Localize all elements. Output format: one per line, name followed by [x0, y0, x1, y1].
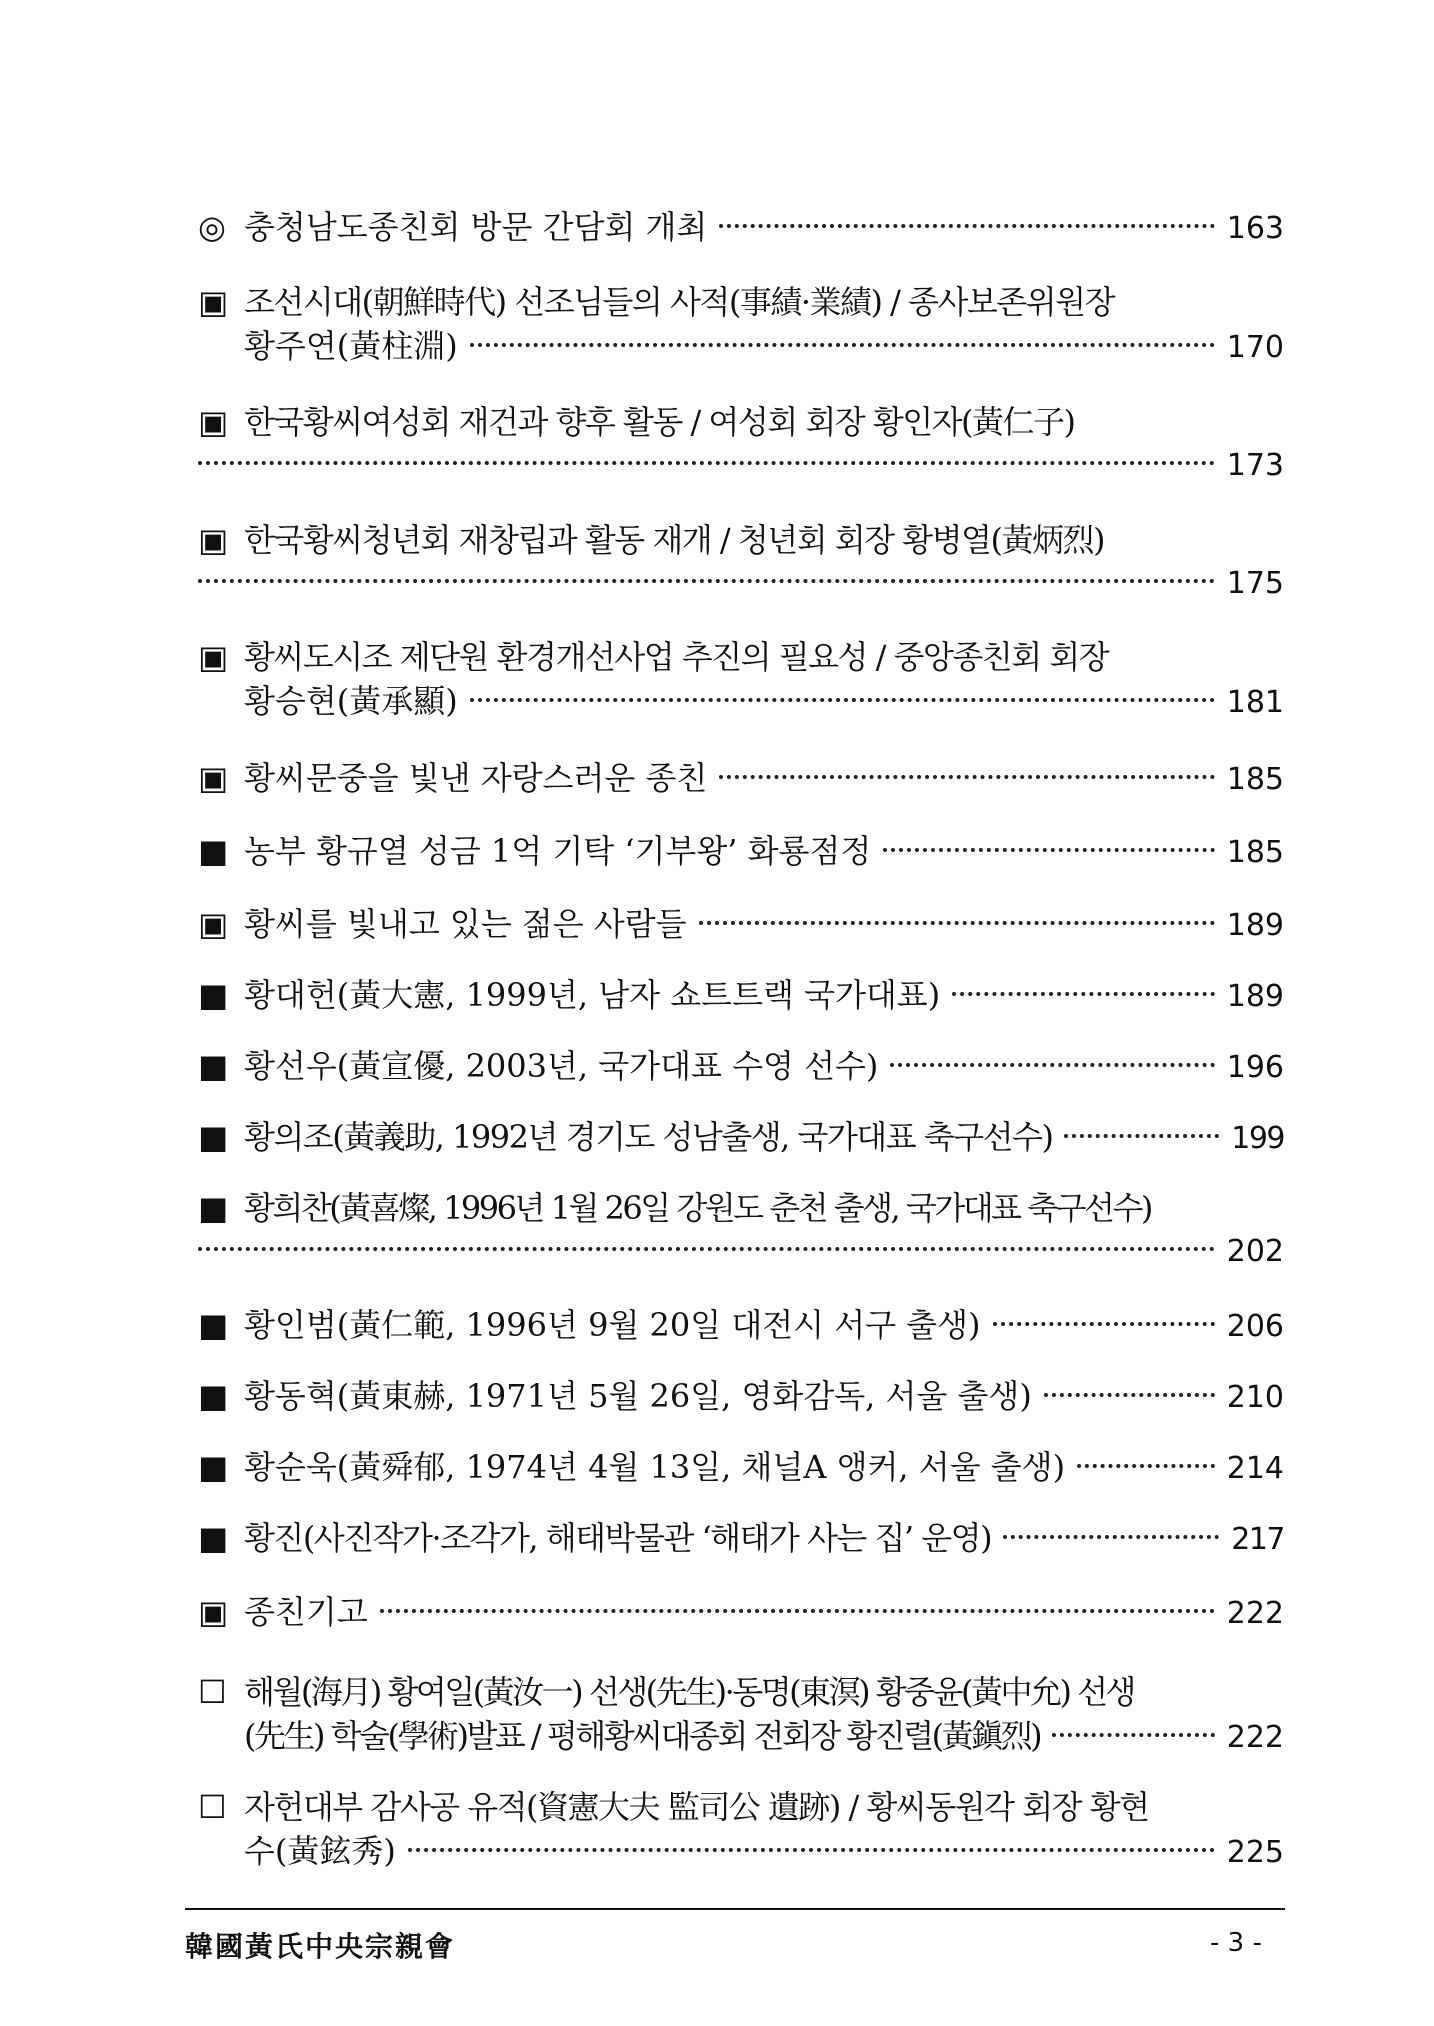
toc-page-number: 222 [1226, 1596, 1284, 1631]
toc-entry[interactable] [198, 1670, 1284, 1760]
black-square-bullet-icon: ■ [198, 1377, 229, 1415]
toc-entry[interactable] [198, 1186, 1284, 1274]
square-dot-bullet-icon: ▣ [198, 283, 227, 321]
square-dot-bullet-icon: ▣ [198, 403, 227, 441]
toc-page-number: 206 [1226, 1309, 1284, 1344]
dot-leader [380, 1609, 1215, 1613]
dot-leader [1052, 1733, 1215, 1737]
toc-page-number: 185 [1226, 835, 1284, 870]
toc-entry-title: 해월(海月) 황여일(黃汝一) 선생(先生)·동명(東溟) 황중윤(黃中允) 선생 [244, 1673, 1134, 1711]
toc-entry-title: 조선시대(朝鮮時代) 선조님들의 사적(事績·業績) / 종사보존위원장 [244, 283, 1114, 321]
footer-page-number: - 3 - [1210, 1928, 1262, 1958]
square-dot-bullet-icon: ▣ [198, 759, 229, 797]
toc-entry[interactable] [198, 280, 1284, 370]
toc-entry-title: 황씨문중을 빛낸 자랑스러운 종친 [244, 759, 708, 797]
dot-leader [719, 224, 1214, 228]
dot-leader [1064, 1134, 1219, 1138]
toc-entry-title: 황선우(黃宣優, 2003년, 국가대표 수영 선수) [244, 1047, 879, 1085]
dot-leader [719, 775, 1214, 779]
empty-square-bullet-icon: ☐ [198, 1673, 225, 1711]
toc-entry[interactable] [198, 205, 1284, 251]
toc-entry[interactable] [198, 400, 1284, 488]
toc-entry-title: 한국황씨여성회 재건과 향후 활동 / 여성회 회장 황인자(黃仁子) [244, 403, 1075, 441]
square-dot-bullet-icon: ▣ [198, 905, 229, 943]
black-square-bullet-icon: ■ [198, 1519, 227, 1557]
toc-page-number: 189 [1226, 979, 1284, 1014]
toc-entry-title-continued: 황주연(黃柱淵) [244, 327, 458, 365]
toc-page-number: 210 [1226, 1380, 1284, 1415]
toc-entry-title: 황의조(黃義助, 1992년 경기도 성남출생, 국가대표 축구선수) [244, 1118, 1053, 1156]
toc-page-number: 189 [1226, 908, 1284, 943]
toc-entry[interactable] [198, 902, 1284, 948]
footer-organization-name: 韓國黃氏中央宗親會 [185, 1930, 456, 1963]
toc-entry[interactable] [198, 756, 1284, 802]
toc-page-number: 225 [1226, 1835, 1284, 1870]
dot-leader [699, 921, 1215, 925]
toc-page-number: 163 [1226, 211, 1284, 246]
square-dot-bullet-icon: ▣ [198, 638, 227, 676]
dot-leader [952, 992, 1215, 996]
toc-entry[interactable] [198, 518, 1284, 606]
toc-entry[interactable] [198, 973, 1284, 1019]
black-square-bullet-icon: ■ [198, 1047, 229, 1085]
dot-leader [408, 1848, 1215, 1852]
toc-page-number: 217 [1231, 1522, 1284, 1557]
toc-entry[interactable] [198, 1445, 1284, 1491]
toc-entry[interactable] [198, 1590, 1284, 1636]
toc-entry-title: 황씨도시조 제단원 환경개선사업 추진의 필요성 / 중앙종친회 회장 [244, 638, 1109, 676]
toc-entry-title: 자헌대부 감사공 유적(資憲大夫 監司公 遺跡) / 황씨동원각 회장 황현 [244, 1788, 1149, 1826]
toc-entry[interactable] [198, 1374, 1284, 1420]
black-square-bullet-icon: ■ [198, 976, 229, 1014]
toc-entry[interactable] [198, 1785, 1284, 1875]
toc-entry-title-continued: 수(黃鉉秀) [244, 1832, 396, 1870]
toc-entry-title: 종친기고 [244, 1593, 368, 1631]
toc-entry-title-continued: (先生) 학술(學術)발표 / 평해황씨대종회 전회장 황진렬(黃鎭烈) [244, 1717, 1041, 1755]
empty-square-bullet-icon: ☐ [198, 1788, 226, 1826]
toc-entry[interactable] [198, 1044, 1284, 1090]
toc-entry[interactable] [198, 1303, 1284, 1349]
dot-leader [883, 848, 1214, 852]
dot-leader [993, 1322, 1215, 1326]
dot-leader [890, 1063, 1214, 1067]
toc-entry-title: 황대헌(黃大憲, 1999년, 남자 쇼트트랙 국가대표) [244, 976, 941, 1014]
black-square-bullet-icon: ■ [198, 1306, 229, 1344]
square-dot-bullet-icon: ▣ [198, 1593, 229, 1631]
black-square-bullet-icon: ■ [198, 1189, 226, 1227]
black-square-bullet-icon: ■ [198, 832, 229, 870]
dot-leader [1077, 1464, 1215, 1468]
toc-page-number: 173 [1226, 448, 1284, 483]
toc-page-number: 199 [1231, 1121, 1284, 1156]
toc-page-number: 175 [1226, 566, 1284, 601]
toc-entry-title: 황희찬(黃喜燦, 1996년 1월 26일 강원도 춘천 출생, 국가대표 축구선수) [244, 1189, 1151, 1227]
toc-entry-title-continued: 황승현(黃承顯) [244, 682, 458, 720]
toc-entry-title: 황순욱(黃舜郁, 1974년 4월 13일, 채널A 앵커, 서울 출생) [244, 1448, 1066, 1486]
toc-entry[interactable] [198, 1115, 1284, 1161]
toc-page-number: 222 [1226, 1720, 1284, 1755]
toc-page-number: 185 [1226, 762, 1284, 797]
toc-page-number: 214 [1226, 1451, 1284, 1486]
toc-page-number: 170 [1226, 330, 1284, 365]
dot-leader [470, 343, 1215, 347]
square-dot-bullet-icon: ▣ [198, 521, 227, 559]
dot-leader [470, 698, 1215, 702]
toc-entry-title: 황진(사진작가·조각가, 해태박물관 ‘해태가 사는 집’ 운영) [244, 1519, 992, 1557]
double-circle-bullet-icon: ◎ [198, 208, 226, 246]
toc-entry-title: 충청남도종친회 방문 간담회 개최 [244, 208, 708, 246]
toc-entry[interactable] [198, 635, 1284, 725]
toc-entry[interactable] [198, 1516, 1284, 1562]
footer-divider [185, 1908, 1285, 1910]
dot-leader [1044, 1393, 1215, 1397]
dot-leader [1003, 1535, 1219, 1539]
dot-leader [198, 461, 1215, 465]
dot-leader [198, 1247, 1215, 1251]
black-square-bullet-icon: ■ [198, 1118, 227, 1156]
toc-entry-title: 황씨를 빛내고 있는 젊은 사람들 [244, 905, 687, 943]
toc-page-number: 196 [1226, 1050, 1284, 1085]
black-square-bullet-icon: ■ [198, 1448, 229, 1486]
toc-page-number: 202 [1226, 1234, 1284, 1269]
dot-leader [198, 579, 1215, 583]
toc-entry-title: 황동혁(黃東赫, 1971년 5월 26일, 영화감독, 서울 출생) [244, 1377, 1032, 1415]
toc-entry-title: 농부 황규열 성금 1억 기탁 ‘기부왕’ 화룡점정 [244, 832, 872, 870]
toc-entry-title: 한국황씨청년회 재창립과 활동 재개 / 청년회 회장 황병열(黃炳烈) [244, 521, 1104, 559]
toc-page-number: 181 [1226, 685, 1284, 720]
toc-entry[interactable] [198, 829, 1284, 875]
toc-entry-title: 황인범(黃仁範, 1996년 9월 20일 대전시 서구 출생) [244, 1306, 981, 1344]
